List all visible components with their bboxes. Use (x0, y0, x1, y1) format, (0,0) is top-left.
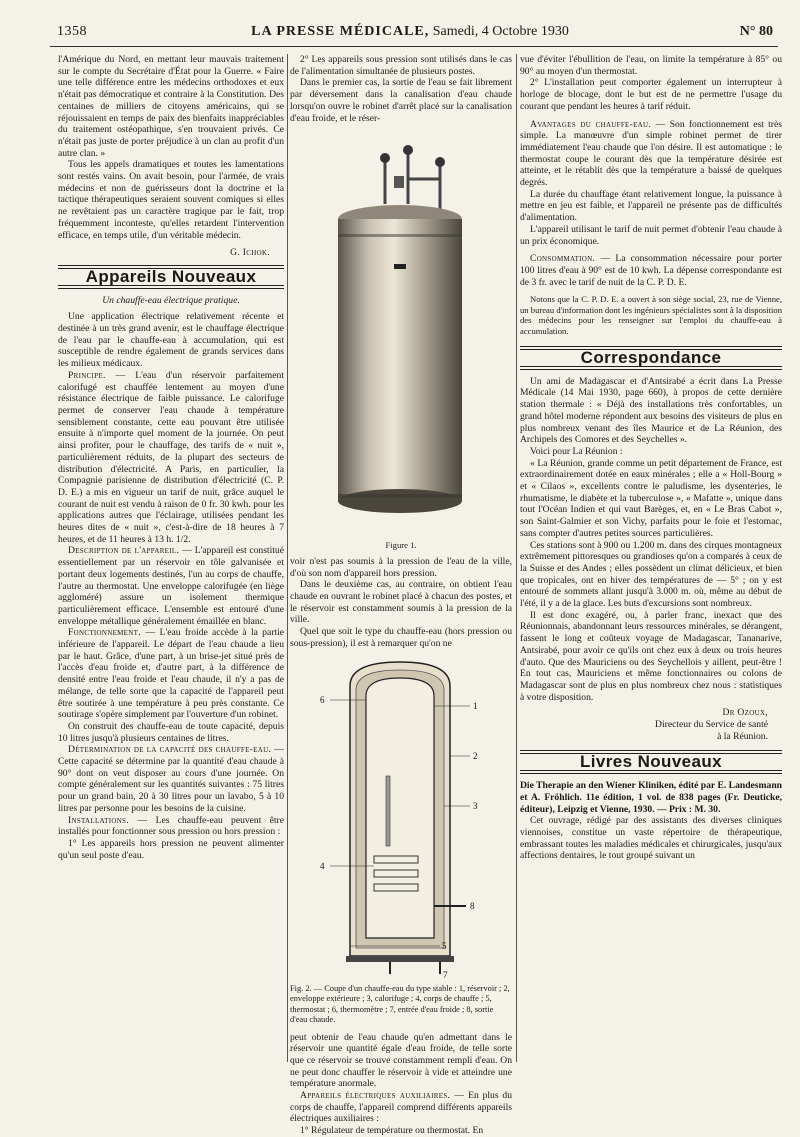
run-in-heading: Installations. — (68, 814, 148, 826)
issue-number: N° 80 (739, 24, 773, 39)
paragraph: « La Réunion, grande comme un petit département de France, est extraordinairement dotée en eaux minérales ; elle a « Holl-Bourg » et « Cilaos », excellents contre le paludisme, les dysenteries, le rhumatisme, le diabète et la tuberculose », « Mafatte », unique dans tout l'Océan Indien et qui vaut Barèges, et, en « Le Bras Cabot », son Saint-Galmier et son Vichy, parfaits pour le foie et l'estomac, sans compter d'autres petites sources particulières. (520, 457, 782, 539)
note-paragraph: Notons que la C. P. D. E. a ouvert à son siège social, 23, rue de Vienne, un bureau d'information dont les ingénieurs spécialistes sont à la disposition des médecins pour les renseigner sur l'emploi du chauffe-eau à accumulation. (520, 294, 782, 336)
paragraph: 2° L'installation peut comporter également un interrupteur à horloge de blocage, dont le but est de ne permettre l'usage du courant que pendant les heures à tarif réduit. (520, 77, 782, 112)
paragraph: vue d'éviter l'ébullition de l'eau, on limite la température à 85° ou 90° au moyen d'un thermostat. (520, 54, 782, 77)
section-title: Appareils Nouveaux (85, 266, 257, 286)
column-2 (290, 54, 512, 1137)
section-header-livres (520, 750, 782, 774)
paragraph: Dans le deuxième cas, au contraire, on obtient l'eau chaude en ouvrant le robinet placé à chacun des postes, et le réservoir est constamment soumis à la pression de la ville. (290, 579, 512, 626)
figure-callout-5: 5 (442, 940, 447, 951)
paragraph: Fonctionnement. — L'eau froide accède à la partie inférieure de l'appareil. Le départ de l'eau chaude a lieu par le haut. Grâce, d'une part, à un brise-jet situé près de l'accès d'eau froide et, d'autre part, à la différence de densité entre l'eau froide et l'eau chaude, il n'y a pas de mélange, de telle sorte que la capacité de l'appareil peut être soutirée à une température à peu près constante. Ce soutirage s'opère simplement par l'ouverture d'un robinet. (58, 627, 284, 721)
run-in-heading: Détermination de la capacité des chauffe-eau. — (68, 744, 284, 756)
paragraph: Appareils électriques auxiliaires. — En plus du corps de chauffe, l'appareil comprend différents appareils électriques auxiliaires : (290, 1090, 512, 1125)
paragraph: 2° Les appareils sous pression sont utilisés dans le cas de l'alimentation simultanée de plusieurs postes. (290, 54, 512, 77)
run-in-heading: Principe. — (68, 369, 126, 381)
paragraph: Ces stations sont à 900 ou 1.200 m. dans des cirques montagneux extrêmement pittoresques ou grandioses qu'on a comparés à ceux de la Suisse et des Andes ; elles possèdent un climat délicieux, et bien que tropicales, ont en hiver des températures de — 5° ; on y est entouré de sommets allant jusqu'à 3.000 m. où, même au début de l'été, il y a de la glace. Les buts d'excursions sont nombreux. (520, 539, 783, 610)
paragraph: 1° Régulateur de température ou thermostat. En (300, 1125, 484, 1137)
paragraph: Il est donc exagéré, ou, à parler franc, inexact que des Réunionnais, abandonnant leurs ressources minérales, se dérangent, fassent le long et coûteux voyage de Madagascar, Tananarive, Antsirabé, pour avoir ce qu'ils ont chez eux à deux ou trois heures d'auto. Que des Mauriciens ou des Seychellois y aillent, peut-être ! En tout cas, Mauriciens et même fonctionnaires ou colons de Madagascar sont de plus en plus nombreux chez nous : statistiques à votre disposition. (520, 609, 782, 703)
paragraph: Avantages du chauffe-eau. — Son fonctionnement est très simple. La manœuvre d'un simple robinet permet de tirer immédiatement l'eau chaude que l'on désire. Il est automatique : le thermostat coupe le courant dès que la température désirée est atteinte, et le rétablit dès que la température a baissé de quelques degrés. (520, 118, 782, 189)
figure-callout-6: 6 (320, 694, 325, 705)
run-in-heading: Consommation. — (530, 253, 611, 265)
paragraph: Consommation. — La consommation nécessaire pour porter 100 litres d'eau à 90° est de 10 kwh. La dépense correspondante est de 3 fr. avec le tarif de nuit de la C. P. D. E. (520, 253, 783, 288)
figure-callout-8: 8 (470, 900, 475, 911)
figure-callout-2: 2 (473, 750, 478, 761)
run-in-heading: Description de l'appareil. — (68, 545, 193, 557)
figure-callout-4: 4 (320, 860, 325, 871)
column-divider (516, 54, 517, 1062)
figure-2-cross-section (290, 656, 512, 982)
column-3 (520, 54, 782, 862)
run-in-heading: Avantages du chauffe-eau. — (530, 118, 666, 130)
section-header-appareils (58, 265, 284, 289)
water-heater-illustration (290, 124, 512, 538)
paragraph: Détermination de la capacité des chauffe-eau. — Cette capacité se détermine par la quantité d'eau chaude à 90° dont on veut disposer au cours d'une journée. On compte généralement sur les quantités suivantes : 75 litres pour un grand bain, 20 à 30 litres pour un lavabo, 5 à 10 litres par personne pour les besoins de la cuisine. (58, 744, 284, 814)
page-header (57, 22, 773, 42)
column-1 (58, 54, 284, 861)
figure-callout-7: 7 (443, 969, 448, 980)
paragraph: Quel que soit le type du chauffe-eau (hors pression ou sous-pression), il est à remarquer qu'on ne (290, 626, 512, 649)
paragraph: La durée du chauffage étant relativement longue, la puissance à mettre en jeu est faible, et l'appareil ne présente pas de difficultés d'alimentation. (520, 188, 782, 224)
paragraph: Principe. — L'eau d'un réservoir parfaitement calorifugé est chauffée lentement au moyen d'une résistance électrique de faible puissance. Le calorifuge permet de conserver l'eau chaude à température sensiblement constante, cette eau pouvant être utilisée ensuite à n'importe quel moment de la journée. On peut ainsi profiter, pour le chauffage, des tarifs de « nuit », particulièrement réduits, de la plupart des secteurs de distribution d'électricité. A Paris, en particulier, la Compagnie parisienne de distribution d'électricité (C. P. D. E.) a mis en vigueur un tarif de nuit, grâce auquel le courant de nuit est vendu à raison de 0 fr. 30 kwh. pour les applications autres que l'éclairage, utilisées pendant les heures dites de « nuit », c'est-à-dire de 18 heures à 7 heures, et de 11 heures à 13 h. 1/2. (58, 369, 284, 545)
issue-date: Samedi, 4 Octobre 1930 (432, 24, 569, 39)
run-in-heading: Appareils électriques auxiliaires. — (300, 1090, 465, 1102)
figure-callout-3: 3 (473, 800, 478, 811)
paragraph: Dans le premier cas, la sortie de l'eau se fait librement par déversement dans la canalisation d'eau chaude lorsqu'on ouvre le robinet d'arrêt placé sur la canalisation d'eau froide, et le réser- (290, 77, 512, 124)
paragraph: Description de l'appareil. — L'appareil est constitué essentiellement par un réservoir en tôle galvanisée et portant deux logements destinés, l'un au corps de chauffe, l'autre au thermostat. Une enveloppe calorifugée (en liège aggloméré) assure un isolement thermique particulièrement efficace. L'ensemble est entouré d'une enveloppe métallique généralement émaillée en blanc. (58, 545, 284, 627)
paragraph: peut obtenir de l'eau chaude qu'en admettant dans le réservoir une quantité égale d'eau froide, de telle sorte que ce réservoir se trouve constamment rempli d'eau. On ne peut donc chauffer le réservoir à vide et atteindre une température anormale. (290, 1031, 512, 1090)
paragraph: L'appareil utilisant le tarif de nuit permet d'obtenir l'eau chaude à un prix économique. (520, 223, 782, 247)
paragraph: l'Amérique du Nord, en mettant leur mauvais traitement sur le compte du Secrétaire d'État pour la Guerre. « Faire une telle différence entre les médecins orthodoxes et eux n'était pas démocratique et contraire à la Constitution. Des centaines de milliers de citoyens américains, qui se réjouissaient en temps de paix des bienfaits inappréciables du traitement ostéopathique, s'en trouvaient privés. Ce n'était pas juste de porter préjudice à un clan au profit d'un autre clan. » (58, 54, 284, 159)
figure-1-caption: Figure 1. (385, 540, 417, 551)
page-number: 1358 (57, 24, 87, 39)
paragraph: voir n'est pas soumis à la pression de l'eau de la ville, d'où son nom d'appareil hors pression. (290, 555, 512, 579)
article-subtitle: Un chauffe-eau électrique pratique. (102, 294, 240, 306)
section-title: Correspondance (580, 347, 722, 367)
paragraph: On construit des chauffe-eau de toute capacité, depuis 10 litres jusqu'à plusieurs centaines de litres. (58, 720, 284, 744)
column-divider (287, 54, 288, 1062)
section-header-correspondance (520, 346, 782, 370)
figure-2-caption: Fig. 2. — Coupe d'un chauffe-eau du type stable : 1, réservoir ; 2, enveloppe extérieure ; 3, calorifuge ; 4, corps de chauffe ; 5, thermostat ; 6, thermomètre ; 7, entrée d'eau froide ; 8, sortie d'eau chaude. (290, 983, 510, 1025)
letter-signature: Dr Ozoux, Directeur du Service de santé à la Réunion. (655, 707, 768, 742)
paragraph: Un ami de Madagascar et d'Antsirabé a écrit dans La Presse Médicale (14 Mai 1930, page 660), à propos de cette dernière station thermale : « Déjà des installations très confortables, un grand hôtel moderne répondent aux besoins des visiteurs de plus en plus nombreux venant des îles Maurice et de La Réunion, des Archipels des Comores et des Seychelles ». (520, 375, 782, 446)
figure-1-water-heater-photo (290, 124, 512, 538)
paragraph: Voici pour La Réunion : (530, 445, 623, 457)
author-signature: G. Ichok. (230, 247, 270, 259)
cross-section-diagram (290, 656, 512, 982)
journal-title: LA PRESSE MÉDICALE, (251, 24, 430, 39)
paragraph: Tous les appels dramatiques et toutes les lamentations sont restés vains. On avait besoin, pour l'armée, de vrais médecins et non de guérisseurs dont la doctrine et la tactique thérapeutiques seraient souvent comiques si elles ne revêtaient pas un caractère tragique par le fait, trop fréquemment inconteste, qu'elles retardent l'intervention efficace, en temps utile, d'un véritable médecin. (58, 159, 284, 241)
paragraph: 1° Les appareils hors pression ne peuvent alimenter qu'un seul poste d'eau. (58, 838, 284, 861)
figure-callout-1: 1 (473, 700, 478, 711)
header-rule (50, 46, 778, 47)
book-reference: Die Therapie an den Wiener Kliniken, édité par E. Landesmann et A. Fröhlich. 11e édition, 1 vol. de 838 pages (Fr. Deuticke, éditeur), Leipzig et Vienne, 1930. — Prix : M. 30. (520, 780, 782, 815)
run-in-heading: Fonctionnement. — (68, 627, 156, 639)
paragraph: Cet ouvrage, rédigé par des assistants des diverses cliniques viennoises, constitue un vaste répertoire de thérapeutique, embrassant toutes les maladies médicales et chirurgicales, jusqu'aux affections dentaires, le tout groupé suivant un (520, 815, 782, 862)
paragraph: Une application électrique relativement récente et destinée à un très grand avenir, est le chauffage électrique de l'eau par le chauffe-eau à accumulation, qui est susceptible de rendre également de grands services dans les milieux médicaux. (58, 311, 284, 370)
paragraph: Installations. — Les chauffe-eau peuvent être installés pour fonctionner sous pression ou hors pression : (58, 814, 284, 838)
section-title: Livres Nouveaux (579, 752, 723, 772)
